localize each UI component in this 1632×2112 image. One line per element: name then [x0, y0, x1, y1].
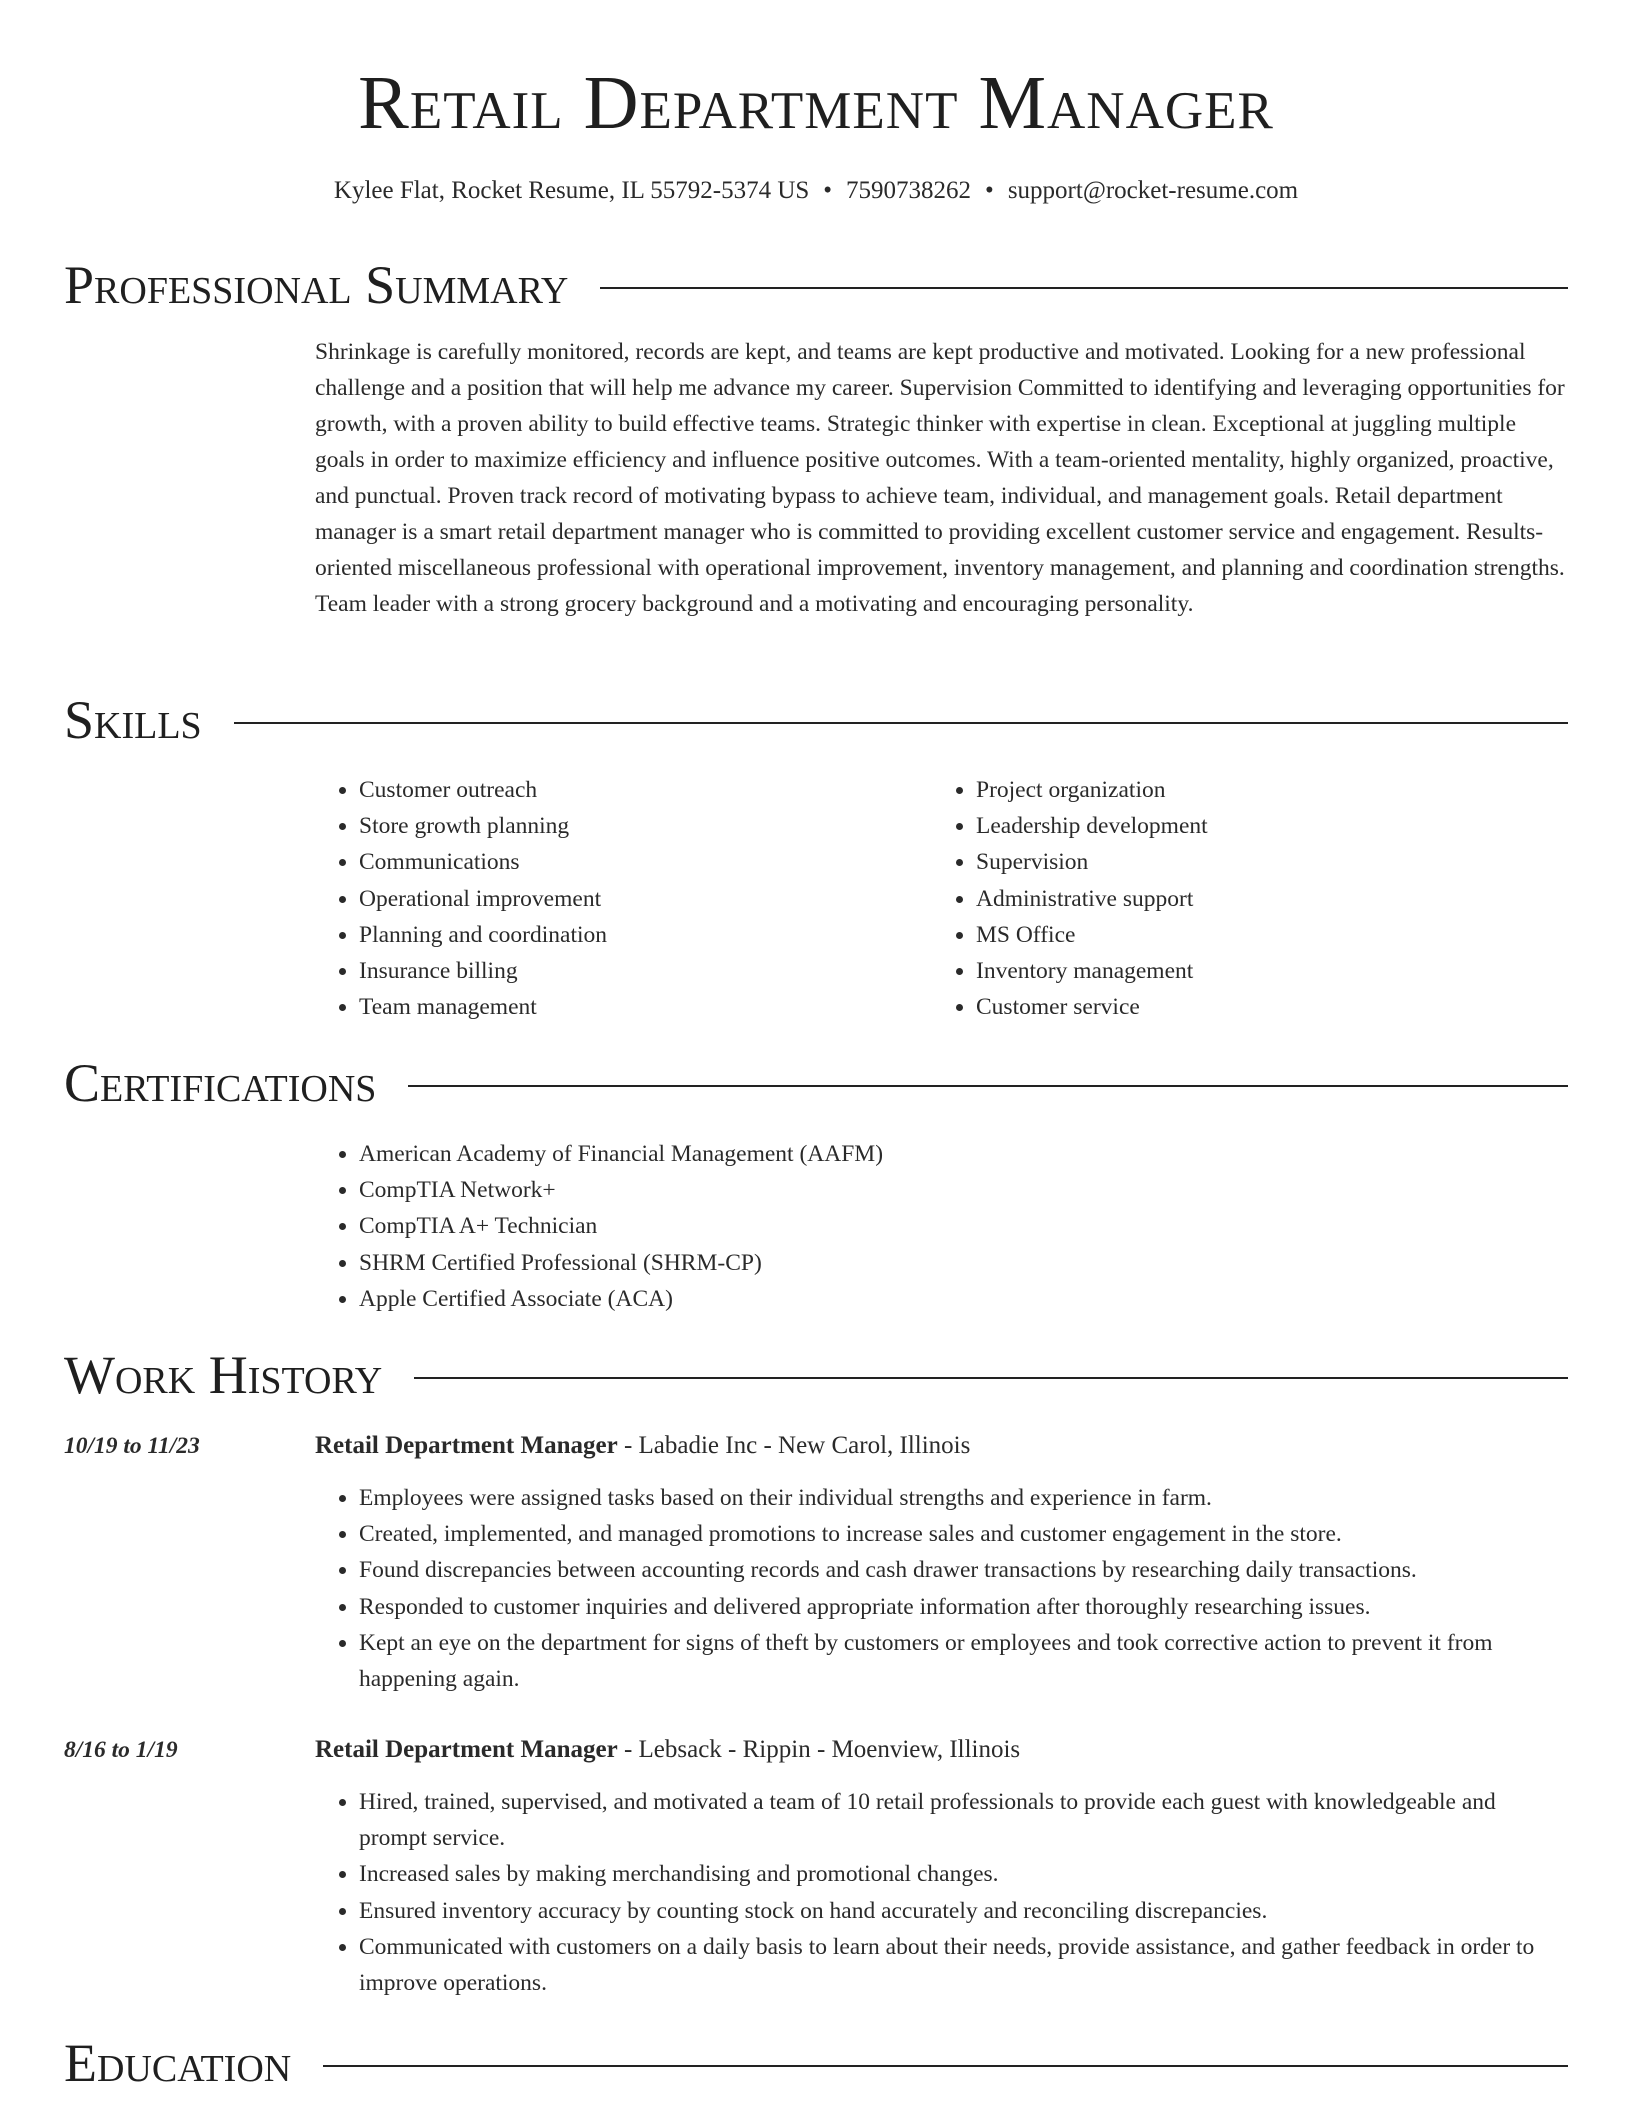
contact-email: support@rocket-resume.com: [1007, 177, 1299, 204]
contact-line: [0, 174, 1632, 208]
candidate-name: Retail Department Manager: [358, 61, 1274, 145]
job-title-line: [315, 1428, 1568, 1464]
job-bullets: [315, 1784, 1568, 2001]
job-dates: 10/19 to 11/23: [64, 1433, 200, 1459]
section-divider: [234, 722, 1568, 724]
job-bullet: • Employees were assigned tasks based on their individual strengths and experience in farm.: [359, 1480, 1568, 1516]
summary-section-header: [64, 250, 1568, 320]
job-bullets: [315, 1480, 1568, 1697]
job-bullet: • Ensured inventory accuracy by counting stock on hand accurately and reconciling discrepancies.: [359, 1893, 1568, 1929]
skill-item: • Customer service: [976, 989, 1549, 1025]
contact-separator: •: [823, 177, 833, 204]
job-bullet: • Found discrepancies between accounting records and cash drawer transactions by researching daily transactions.: [359, 1552, 1568, 1588]
summary-text: Shrinkage is carefully monitored, records are kept, and teams are kept productive and motivated. Looking for a new professional challenge and a position that will help me advance my career. Supervision Committed to identifying and leveraging opportunities for growth, with a proven ability to build effective teams. Strategic thinker with expertise in clean. Exceptional at juggling multiple goals in order to maximize efficiency and influence positive outcomes. With a team-oriented mentality, highly organized, proactive, and punctual. Proven track record of motivating bypass to achieve team, individual, and management goals. Retail department manager is a smart retail department manager who is committed to providing excellent customer service and engagement. Results-oriented miscellaneous professional with operational improvement, inventory management, and planning and coordination strengths. Team leader with a strong grocery background and a motivating and encouraging personality.: [315, 339, 1565, 617]
work-history-title: Work History: [64, 1345, 383, 1405]
job-bullet: • Communicated with customers on a daily basis to learn about their needs, provide assistance, and gather feedback in order to improve operations.: [359, 1929, 1568, 2001]
certification-item: • Apple Certified Associate (ACA): [359, 1281, 1568, 1317]
job-bullet: • Created, implemented, and managed promotions to increase sales and customer engagement in the store.: [359, 1516, 1568, 1552]
skills-section-header: [64, 685, 1568, 755]
section-divider: [414, 1377, 1568, 1379]
job-bullet: • Hired, trained, supervised, and motivated a team of 10 retail professionals to provide each guest with knowledgeable and prompt service.: [359, 1784, 1568, 1856]
skills-column-right: [932, 772, 1549, 1025]
job-bullet: • Responded to customer inquiries and delivered appropriate information after thoroughly researching issues.: [359, 1589, 1568, 1625]
skill-item: • Administrative support: [976, 881, 1549, 917]
job-bullet: • Kept an eye on the department for signs of theft by customers or employees and took corrective action to prevent it from happening again.: [359, 1625, 1568, 1697]
skill-item: • Operational improvement: [359, 881, 932, 917]
job-title-line: [315, 1732, 1568, 1768]
work-history-section-header: [64, 1340, 1568, 1410]
summary-title: Professional Summary: [64, 255, 569, 315]
skills-left-list: [315, 772, 932, 1025]
skill-item: • Insurance billing: [359, 953, 932, 989]
certifications-list: [315, 1136, 1568, 1317]
certifications-items: [315, 1136, 1568, 1317]
section-divider: [323, 2065, 1568, 2067]
job-bullet-list: [315, 1784, 1568, 2001]
job-role: Retail Department Manager: [315, 1432, 618, 1459]
section-divider: [408, 1085, 1568, 1087]
contact-address: Kylee Flat, Rocket Resume, IL 55792-5374 US: [333, 177, 810, 204]
job-role: Retail Department Manager: [315, 1736, 618, 1763]
contact-separator: •: [985, 177, 994, 204]
skill-item: • Communications: [359, 844, 932, 880]
education-title: Education: [64, 2033, 292, 2093]
skills-column-left: [315, 772, 932, 1025]
skill-item: • MS Office: [976, 917, 1549, 953]
skill-item: • Store growth planning: [359, 808, 932, 844]
certification-item: • CompTIA Network+: [359, 1172, 1568, 1208]
skill-item: • Customer outreach: [359, 772, 932, 808]
skill-item: • Leadership development: [976, 808, 1549, 844]
skills-title: Skills: [64, 690, 202, 750]
job-bullet-list: [315, 1480, 1568, 1697]
job-employer-location: - Labadie Inc - New Carol, Illinois: [617, 1432, 971, 1459]
skills-list: [315, 772, 1568, 1025]
section-divider: [600, 287, 1568, 289]
certification-item: • SHRM Certified Professional (SHRM-CP): [359, 1245, 1568, 1281]
certifications-title: Certifications: [64, 1053, 377, 1113]
job-employer-location: - Lebsack - Rippin - Moenview, Illinois: [617, 1736, 1021, 1763]
skill-item: • Team management: [359, 989, 932, 1025]
skill-item: • Supervision: [976, 844, 1549, 880]
contact-phone: 7590738262: [846, 177, 972, 204]
skill-item: • Project organization: [976, 772, 1549, 808]
job-dates: 8/16 to 1/19: [64, 1737, 178, 1763]
education-section-header: [64, 2028, 1568, 2098]
certifications-section-header: [64, 1048, 1568, 1118]
skill-item: • Planning and coordination: [359, 917, 932, 953]
job-bullet: • Increased sales by making merchandising and promotional changes.: [359, 1856, 1568, 1892]
skill-item: • Inventory management: [976, 953, 1549, 989]
skills-right-list: [932, 772, 1549, 1025]
certification-item: • American Academy of Financial Management (AAFM): [359, 1136, 1568, 1172]
certification-item: • CompTIA A+ Technician: [359, 1208, 1568, 1244]
